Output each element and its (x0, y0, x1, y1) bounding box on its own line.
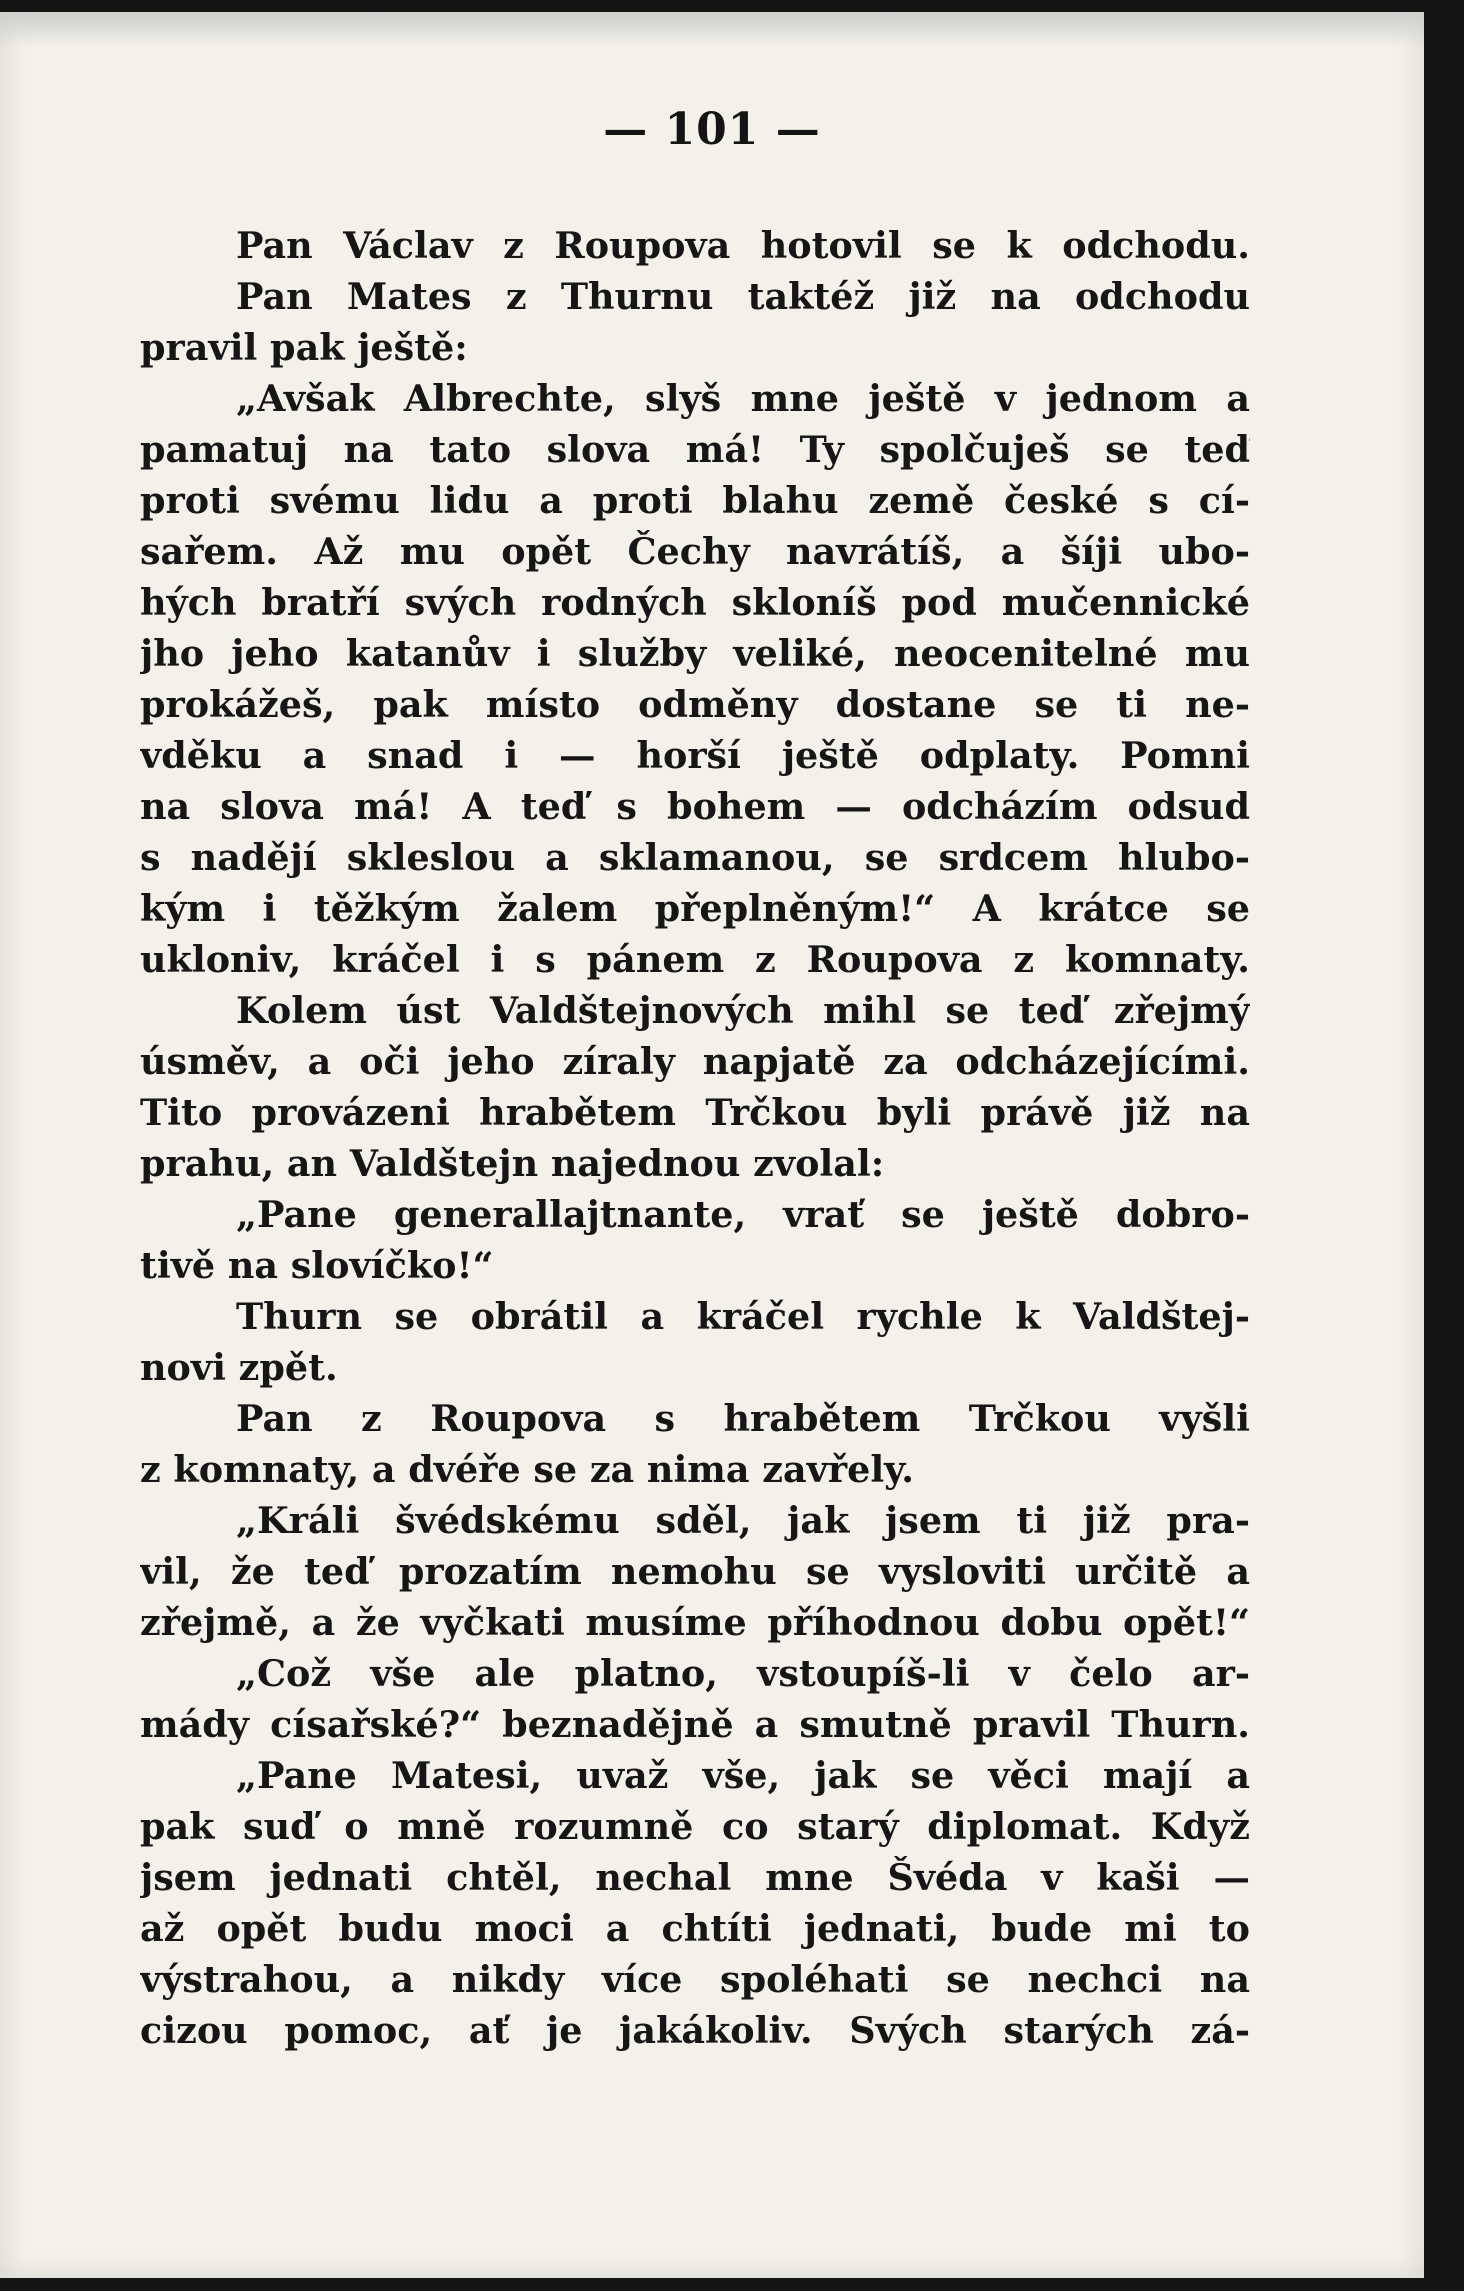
text-line: úsměv, a oči jeho zíraly napjatě za odcházejícími. (140, 1040, 1250, 1083)
text-line: proti svému lidu a proti blahu země české s cí- (140, 479, 1250, 522)
text-line: sařem. Až mu opět Čechy navrátíš, a šíji ubo- (140, 530, 1250, 573)
book-page (0, 12, 1424, 2278)
text-line: prahu, an Valdštejn najednou zvolal: (140, 1142, 885, 1185)
text-line: na slova má! A teď s bohem — odcházím odsud (140, 785, 1250, 828)
text-line: výstrahou, a nikdy více spoléhati se nechci na (140, 1958, 1250, 2001)
text-line: pamatuj na tato slova má! Ty spolčuješ se teď (140, 428, 1250, 471)
body-text (140, 220, 1250, 2056)
text-line: tivě na slovíčko!“ (140, 1244, 494, 1287)
text-line: cizou pomoc, ať je jakákoliv. Svých starých zá- (140, 2009, 1250, 2052)
text-line: jho jeho katanův i služby veliké, neocenitelné mu (140, 632, 1250, 675)
text-line: Kolem úst Valdštejnových mihl se teď zřejmý (236, 989, 1250, 1032)
text-line: pravil pak ještě: (140, 326, 468, 369)
text-line: novi zpět. (140, 1346, 338, 1389)
text-line: zřejmě, a že vyčkati musíme příhodnou dobu opět!“ (140, 1601, 1250, 1644)
text-line: až opět budu moci a chtíti jednati, bude mi to (140, 1907, 1250, 1950)
text-line: „Králi švédskému sděl, jak jsem ti již pra- (236, 1499, 1250, 1542)
text-line: hých bratří svých rodných skloníš pod mučennické (140, 581, 1250, 624)
text-line: „Což vše ale platno, vstoupíš-li v čelo ar- (236, 1652, 1250, 1695)
text-line: „Pane Matesi, uvaž vše, jak se věci mají a (236, 1754, 1250, 1797)
text-line: vil, že teď prozatím nemohu se vysloviti určitě a (140, 1550, 1250, 1593)
text-line: z komnaty, a dvéře se za nima zavřely. (140, 1448, 914, 1491)
text-line: prokážeš, pak místo odměny dostane se ti ne- (140, 683, 1250, 726)
text-line: ukloniv, kráčel i s pánem z Roupova z komnaty. (140, 938, 1250, 981)
text-line: Thurn se obrátil a kráčel rychle k Valdštej- (236, 1295, 1250, 1338)
text-line: s nadějí skleslou a sklamanou, se srdcem hlubo- (140, 836, 1250, 879)
text-line: Pan Mates z Thurnu taktéž již na odchodu (236, 275, 1250, 318)
text-line: jsem jednati chtěl, nechal mne Švéda v kaši — (140, 1856, 1250, 1899)
text-line: pak suď o mně rozumně co starý diplomat. Když (140, 1805, 1250, 1848)
page-number: — 101 — (603, 104, 821, 155)
text-line: Pan Václav z Roupova hotovil se k odchodu. (236, 224, 1250, 267)
text-line: vděku a snad i — horší ještě odplaty. Pomni (140, 734, 1250, 777)
text-line: Pan z Roupova s hrabětem Trčkou vyšli (236, 1397, 1250, 1440)
text-line: mády císařské?“ beznadějně a smutně pravil Thurn. (140, 1703, 1250, 1746)
text-line: Tito provázeni hrabětem Trčkou byli právě již na (140, 1091, 1250, 1134)
text-line: kým i těžkým žalem přeplněným!“ A krátce se (140, 887, 1250, 930)
text-line: „Avšak Albrechte, slyš mne ještě v jednom a (236, 377, 1250, 420)
text-line: „Pane generallajtnante, vrať se ještě dobro- (236, 1193, 1250, 1236)
